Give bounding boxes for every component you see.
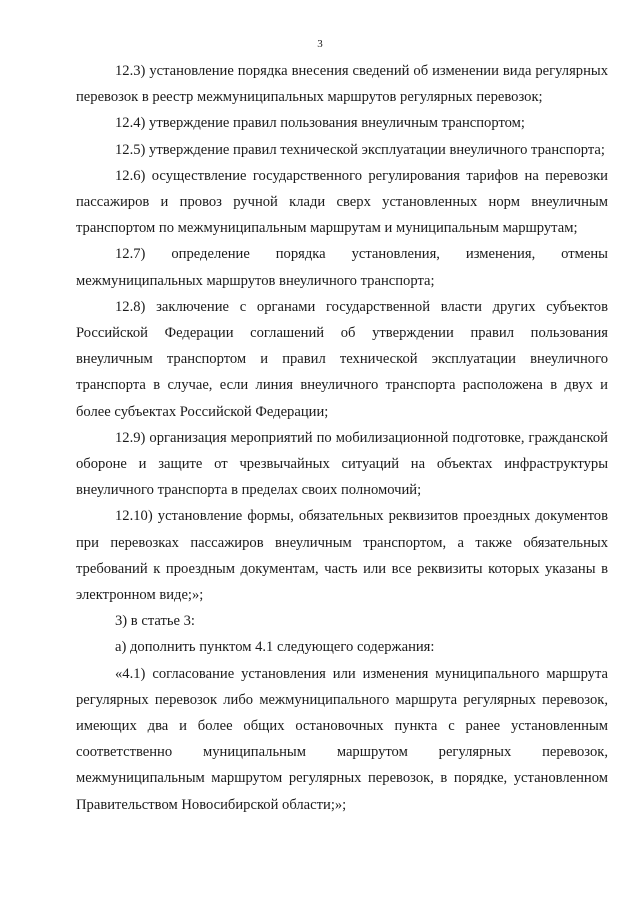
paragraph-12-6: 12.6) осуществление государственного регулирования тарифов на перевозки пассажиров и провоз ручной клади сверх установленных норм внеуличным транспортом по межмуниципальным маршрутам и муниципальным маршрутам; bbox=[76, 167, 608, 237]
paragraph-12-8: 12.8) заключение с органами государственной власти других субъектов Российской Федерации соглашений об утверждении правил пользования внеуличным транспортом и правил технической эксплуатации внеуличного транспорта в случае, если линия внеуличного транспорта расположена в двух и более субъектах Российской Федерации; bbox=[76, 298, 608, 420]
document-body bbox=[76, 58, 608, 818]
paragraph-article-3: 3) в статье 3: bbox=[115, 613, 195, 630]
paragraph-12-4: 12.4) утверждение правил пользования внеуличным транспортом; bbox=[115, 115, 525, 132]
paragraph-12-5: 12.5) утверждение правил технической эксплуатации внеуличного транспорта; bbox=[115, 141, 605, 158]
paragraph-4-1: «4.1) согласование установления или изменения муниципального маршрута регулярных перевозок либо межмуниципального маршрута регулярных перевозок, имеющих два и более общих остановочных пункта с ранее установленным соответственно муниципальным маршрутом регулярных перевозок, межмуниципальным маршрутом регулярных перевозок, в порядке, установленном Правительством Новосибирской области;»; bbox=[76, 665, 608, 813]
paragraph-12-3: 12.3) установление порядка внесения сведений об изменении вида регулярных перевозок в реестр межмуниципальных маршрутов регулярных перевозок; bbox=[76, 63, 608, 106]
paragraph-12-7: 12.7) определение порядка установления, изменения, отмены межмуниципальных маршрутов внеуличного транспорта; bbox=[76, 246, 608, 289]
paragraph-item-a: а) дополнить пунктом 4.1 следующего содержания: bbox=[115, 639, 435, 656]
page-number: 3 bbox=[317, 38, 323, 50]
paragraph-12-10: 12.10) установление формы, обязательных реквизитов проездных документов при перевозках пассажиров внеуличным транспортом, а также обязательных требований к проездным документам, часть или все реквизиты которых указаны в электронном виде;»; bbox=[76, 508, 608, 604]
paragraph-12-9: 12.9) организация мероприятий по мобилизационной подготовке, гражданской обороне и защите от чрезвычайных ситуаций на объектах инфраструктуры внеуличного транспорта в пределах своих полномочий; bbox=[76, 429, 608, 499]
